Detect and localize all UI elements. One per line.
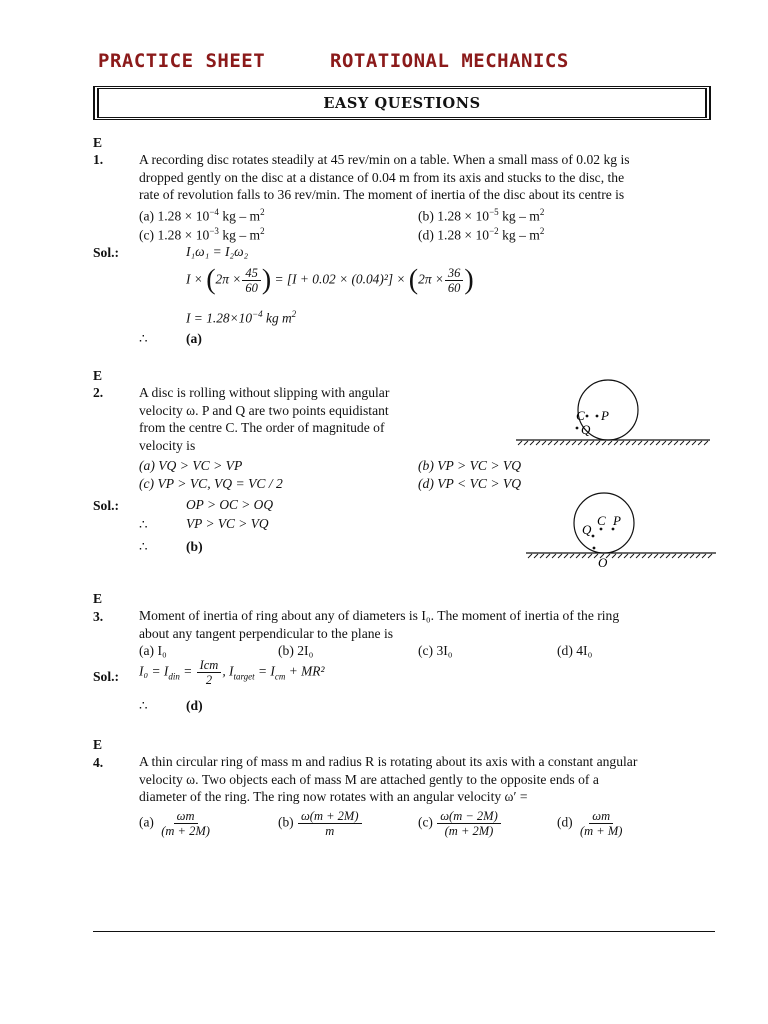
question-line: velocity ω. P and Q are two points equidistant <box>139 402 389 418</box>
therefore-symbol: ∴ <box>139 517 148 532</box>
question-text <box>139 151 713 204</box>
question-line: A thin circular ring of mass m and radius R is rotating about its axis with a constant angular <box>139 754 638 769</box>
option-b[interactable]: (b) VP > VC > VQ <box>418 458 522 473</box>
option-d[interactable]: (d) VP < VC > VQ <box>418 476 522 491</box>
solution-line: OP > OC > OQ <box>186 497 274 512</box>
level-tag: E <box>93 135 103 150</box>
question-line: about any tangent perpendicular to the plane is <box>139 625 394 641</box>
label-p: P <box>613 513 621 528</box>
question-line: velocity is <box>139 437 196 453</box>
label-o: O <box>598 555 608 570</box>
question-line: rate of revolution falls to 36 rev/min. The moment of inertia of the disc about its centre is <box>139 187 625 202</box>
question-line: dropped gently on the disc at a distance of 0.04 m from its axis and stucks to the disc, the <box>139 169 625 185</box>
therefore-symbol: ∴ <box>139 698 148 713</box>
question-line: from the centre C. The order of magnitude of <box>139 420 385 435</box>
option-a[interactable]: (a) $1.28 \times 10^{-4}$ kg – $m^2$ <box>139 207 265 224</box>
answer: (a) <box>186 331 202 346</box>
label-c: C <box>576 408 585 423</box>
footer-rule <box>93 931 715 932</box>
label-q: Q <box>582 522 592 537</box>
solution-label: Sol.: <box>93 669 120 684</box>
question-line: diameter of the ring. The ring now rotates with an angular velocity ω′ = <box>139 789 528 804</box>
therefore-symbol: ∴ <box>139 539 148 554</box>
solution-line: VP > VC > VQ <box>186 516 269 531</box>
subject-title: ROTATIONAL MECHANICS <box>330 50 569 72</box>
question-text <box>139 607 713 642</box>
answer: (d) <box>186 698 203 713</box>
option-a[interactable]: (a) I₀ <box>139 643 167 658</box>
option-d[interactable]: (d) 4I₀ <box>557 643 593 658</box>
solution-label: Sol.: <box>93 498 120 513</box>
option-b[interactable]: (b) 2I₀ <box>278 643 314 658</box>
question-line: A disc is rolling without slipping with angular <box>139 385 390 400</box>
option-d[interactable]: (d) $1.28 \times 10^{-2}$ kg – $m^2$ <box>418 226 545 243</box>
rolling-disc-figure <box>510 376 715 448</box>
question-line: A recording disc rotates steadily at 45 rev/min on a table. When a small mass of 0.02 kg is <box>139 152 630 167</box>
option-d[interactable]: (d) $\frac{\omega m}{(m + M)}$ <box>557 809 623 838</box>
question-line: Moment of inertia of ring about any of diameters is I₀. The moment of inertia of the ring <box>139 608 620 623</box>
therefore-symbol: ∴ <box>139 331 148 346</box>
option-c[interactable]: (c) 3I₀ <box>418 643 453 658</box>
question-number: 1. <box>93 152 104 167</box>
level-tag: E <box>93 368 103 383</box>
solution-label: Sol.: <box>93 245 120 260</box>
solution-equation: $I_0 = I_{din}$ = $\frac{\text{Icm}}{2}$ , $I_{target} = I_{cm} + MR^2$ <box>139 658 325 687</box>
label-q: Q <box>581 422 591 437</box>
question-number: 4. <box>93 755 104 770</box>
option-c[interactable]: (c) $\frac{\omega(m - 2M)}{(m + 2M)}$ <box>418 809 502 838</box>
option-b[interactable]: (b) $\frac{\omega(m + 2M)}{m}$ <box>278 809 363 838</box>
solution-equation: I × (2π × $\frac{45}{60}$ ) = [I + 0.02 × (0.04)²] × (2π × $\frac{36}{60}$ ) <box>186 264 474 296</box>
rolling-disc-figure-solution <box>520 492 720 570</box>
sheet-title: PRACTICE SHEET <box>98 50 266 72</box>
question-line: velocity ω. Two objects each of mass M are attached gently to the opposite ends of a <box>139 771 599 787</box>
solution-result: $I = 1.28\times 10^{-4}$ kg $m^2$ <box>186 309 297 326</box>
label-p: P <box>601 408 609 423</box>
option-b[interactable]: (b) $1.28 \times 10^{-5}$ kg – $m^2$ <box>418 207 545 224</box>
section-title: EASY QUESTIONS <box>323 94 481 112</box>
question-number: 3. <box>93 609 104 624</box>
section-banner <box>93 86 711 120</box>
option-a[interactable]: (a) $\frac{\omega m}{(m + 2M)}$ <box>139 809 210 838</box>
label-c: C <box>597 513 606 528</box>
option-a[interactable]: (a) VQ > VC > VP <box>139 458 243 473</box>
option-c[interactable]: (c) VP > VC, VQ = VC / 2 <box>139 476 283 491</box>
level-tag: E <box>93 737 103 752</box>
level-tag: E <box>93 591 103 606</box>
option-c[interactable]: (c) $1.28 \times 10^{-3}$ kg – $m^2$ <box>139 226 265 243</box>
question-text <box>139 384 459 454</box>
solution-line: I₁ω₁ = I₂ω₂ <box>186 244 249 259</box>
question-number: 2. <box>93 385 104 400</box>
question-text <box>139 753 713 806</box>
answer: (b) <box>186 539 203 554</box>
